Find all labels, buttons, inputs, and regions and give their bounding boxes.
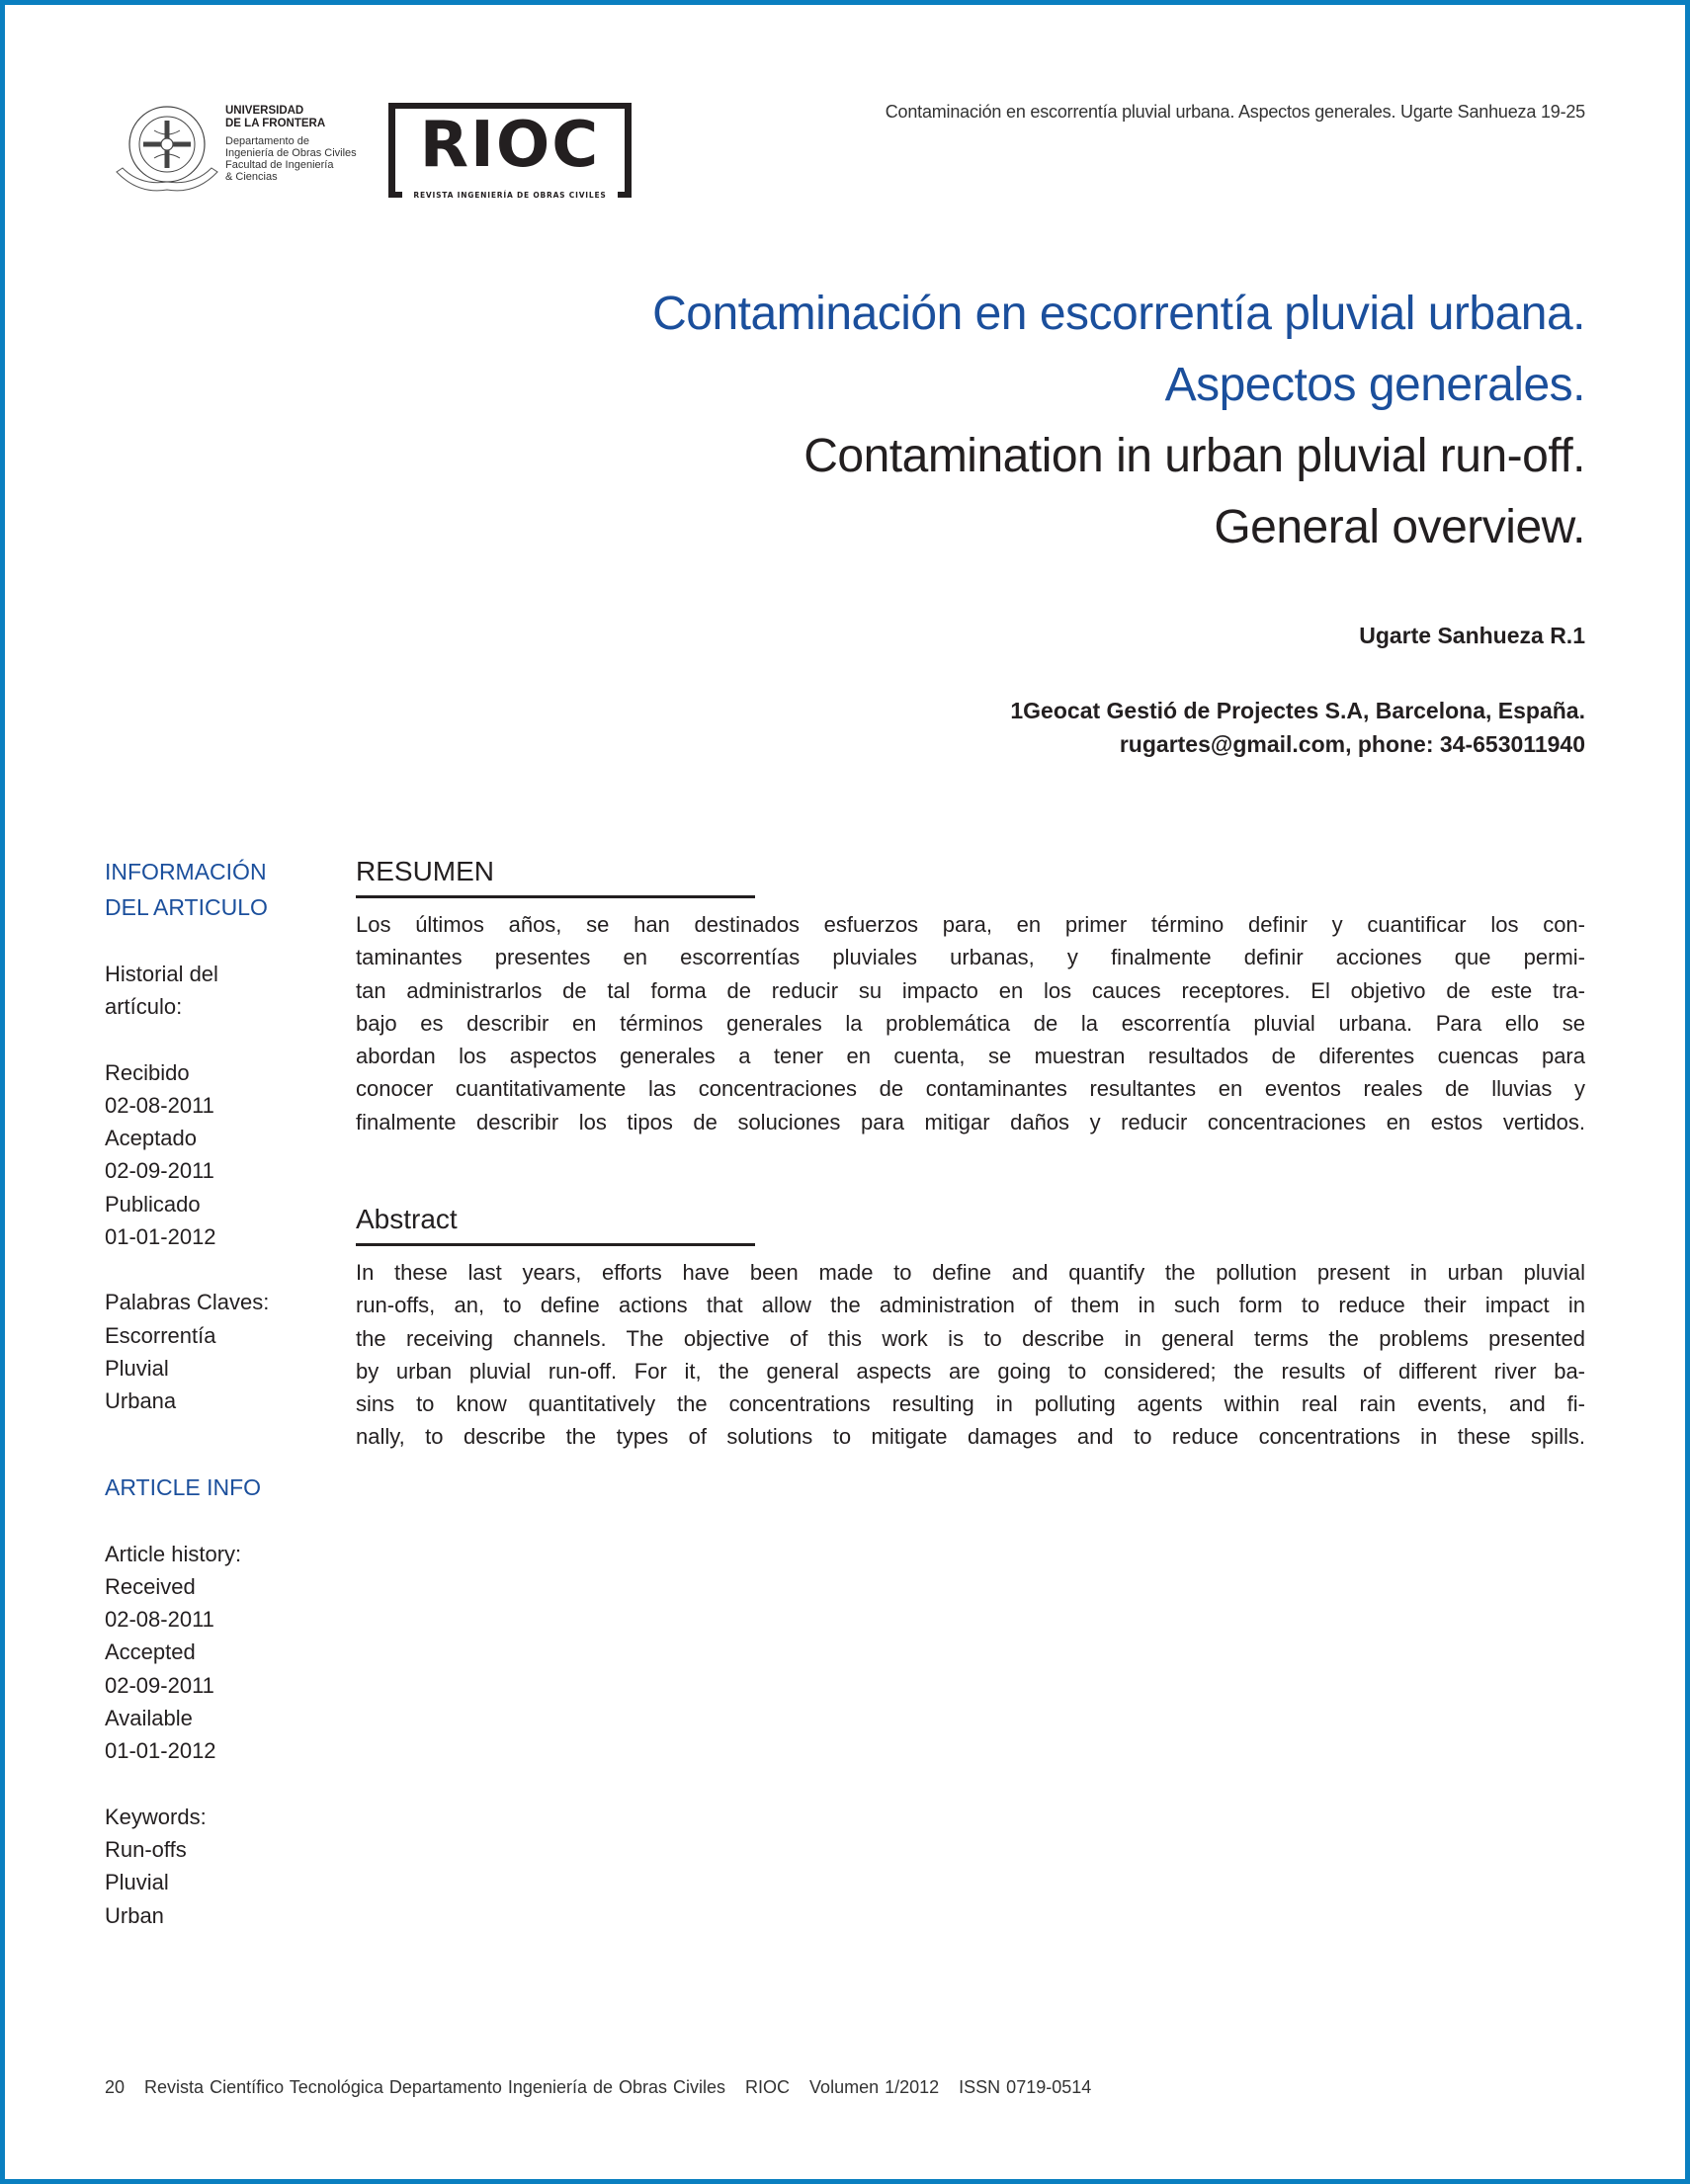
dept-line: Facultad de Ingeniería — [225, 159, 334, 171]
author-name: Ugarte Sanhueza R.1 — [1359, 623, 1585, 648]
rioc-logo-subtitle: REVISTA INGENIERÍA DE OBRAS CIVILES — [413, 191, 607, 200]
sidebar-heading-es-line2: DEL ARTICULO — [105, 894, 268, 920]
history-label-es: Historial del — [105, 962, 218, 986]
date-label: Accepted — [105, 1639, 196, 1665]
page-number: 20 — [105, 2077, 126, 2097]
resumen-section — [356, 854, 1585, 1138]
text-line: Los últimos años, se han destinados esfuerzos para, en primer término definir y cuantificar los con- — [356, 912, 1585, 937]
text-line: conocer cuantitativamente las concentraciones de contaminantes resultantes en eventos reales de lluvias y — [356, 1076, 1585, 1102]
rioc-journal-logo — [388, 103, 632, 198]
date-label: Publicado — [105, 1191, 201, 1217]
page-footer — [105, 2077, 1105, 2098]
text-line: In these last years, efforts have been made to define and quantify the pollution present in urban pluvial — [356, 1260, 1585, 1285]
keywords-label-es: Palabras Claves: — [105, 1290, 270, 1315]
running-head: Contaminación en escorrentía pluvial urbana. Aspectos generales. Ugarte Sanhueza 19-25 — [885, 102, 1585, 122]
date-value: 02-09-2011 — [105, 1672, 214, 1698]
affiliation — [1010, 694, 1585, 761]
heading-rule — [356, 1243, 755, 1246]
text-line: run-offs, an, to define actions that allow the administration of them in such form to reduce their impact in — [356, 1293, 1585, 1318]
date-label: Aceptado — [105, 1126, 197, 1151]
keyword: Urban — [105, 1902, 164, 1928]
text-line: tan administrarlos de tal forma de reducir su impacto en los cauces receptores. El objetivo de este tra- — [356, 977, 1585, 1003]
date-value: 02-09-2011 — [105, 1158, 214, 1184]
history-label-en: Article history: — [105, 1541, 242, 1566]
date-label: Received — [105, 1573, 196, 1599]
sidebar-heading-es-line1: INFORMACIÓN — [105, 859, 267, 884]
date-value: 01-01-2012 — [105, 1224, 216, 1250]
text-line: nally, to describe the types of solutions to mitigate damages and to reduce concentrations in these spills. — [356, 1424, 1585, 1450]
footer-volume: Volumen 1/2012 — [809, 2077, 940, 2097]
title-en-line1: Contamination in urban pluvial run-off. — [803, 430, 1585, 482]
date-value: 02-08-2011 — [105, 1607, 214, 1633]
heading-rule — [356, 895, 755, 898]
keyword: Run-offs — [105, 1836, 187, 1862]
history-label-es-cont: artículo: — [105, 994, 183, 1020]
affiliation-contact: rugartes@gmail.com, phone: 34-653011940 — [1119, 731, 1585, 757]
title-en-line2: General overview. — [1214, 501, 1585, 553]
dept-line: & Ciencias — [225, 171, 278, 183]
affiliation-line1: 1Geocat Gestió de Projectes S.A, Barcelona, España. — [1010, 698, 1585, 723]
text-line: sins to know quantitatively the concentrations resulting in polluting agents within real rain events, and fi- — [356, 1391, 1585, 1417]
text-line: bajo es describir en términos generales la problemática de la escorrentía pluvial urbana. Para ello se — [356, 1010, 1585, 1036]
resumen-text — [356, 908, 1585, 1138]
date-label: Recibido — [105, 1059, 190, 1085]
title-es-line1: Contaminación en escorrentía pluvial urbana. — [652, 288, 1585, 340]
rioc-logo-word: RIOC — [419, 109, 601, 182]
university-name-line2: DE LA FRONTERA — [225, 118, 326, 129]
keyword: Urbana — [105, 1388, 177, 1414]
text-line: abordan los aspectos generales a tener en cuenta, se muestran resultados de diferentes cuencas para — [356, 1044, 1585, 1069]
text-line: the receiving channels. The objective of this work is to describe in general terms the problems presented — [356, 1325, 1585, 1351]
keywords-label-en: Keywords: — [105, 1804, 207, 1829]
keyword: Pluvial — [105, 1355, 169, 1381]
footer-issn: ISSN 0719-0514 — [959, 2077, 1092, 2097]
university-name-line1: UNIVERSIDAD — [225, 105, 304, 117]
date-value: 02-08-2011 — [105, 1092, 214, 1118]
text-line: by urban pluvial run-off. For it, the general aspects are going to considered; the results of different river ba- — [356, 1358, 1585, 1384]
date-value: 01-01-2012 — [105, 1738, 216, 1764]
dept-line: Ingeniería de Obras Civiles — [225, 147, 357, 159]
abstract-heading: Abstract — [356, 1204, 458, 1234]
sidebar-heading-en: ARTICLE INFO — [105, 1473, 262, 1500]
text-line: finalmente describir los tipos de soluciones para mitigar daños y reducir concentraciones en estos vertidos. — [356, 1109, 1585, 1134]
dept-line: Departamento de — [225, 135, 309, 147]
article-info-sidebar — [105, 854, 302, 1932]
abstract-text — [356, 1256, 1585, 1454]
footer-abbrev: RIOC — [745, 2077, 791, 2097]
title-es-line2: Aspectos generales. — [1164, 359, 1585, 411]
resumen-heading: RESUMEN — [356, 856, 495, 886]
footer-journal: Revista Científico Tecnológica Departamento Ingeniería de Obras Civiles — [144, 2077, 726, 2097]
text-line: taminantes presentes en escorrentías pluviales urbanas, y finalmente definir acciones que permi- — [356, 945, 1585, 970]
keyword: Pluvial — [105, 1870, 169, 1895]
date-label: Available — [105, 1706, 193, 1731]
university-name-block — [225, 105, 357, 183]
abstract-section — [356, 1202, 1585, 1454]
university-seal-logo — [109, 101, 225, 200]
keyword: Escorrentía — [105, 1322, 216, 1348]
article-title — [652, 279, 1585, 563]
